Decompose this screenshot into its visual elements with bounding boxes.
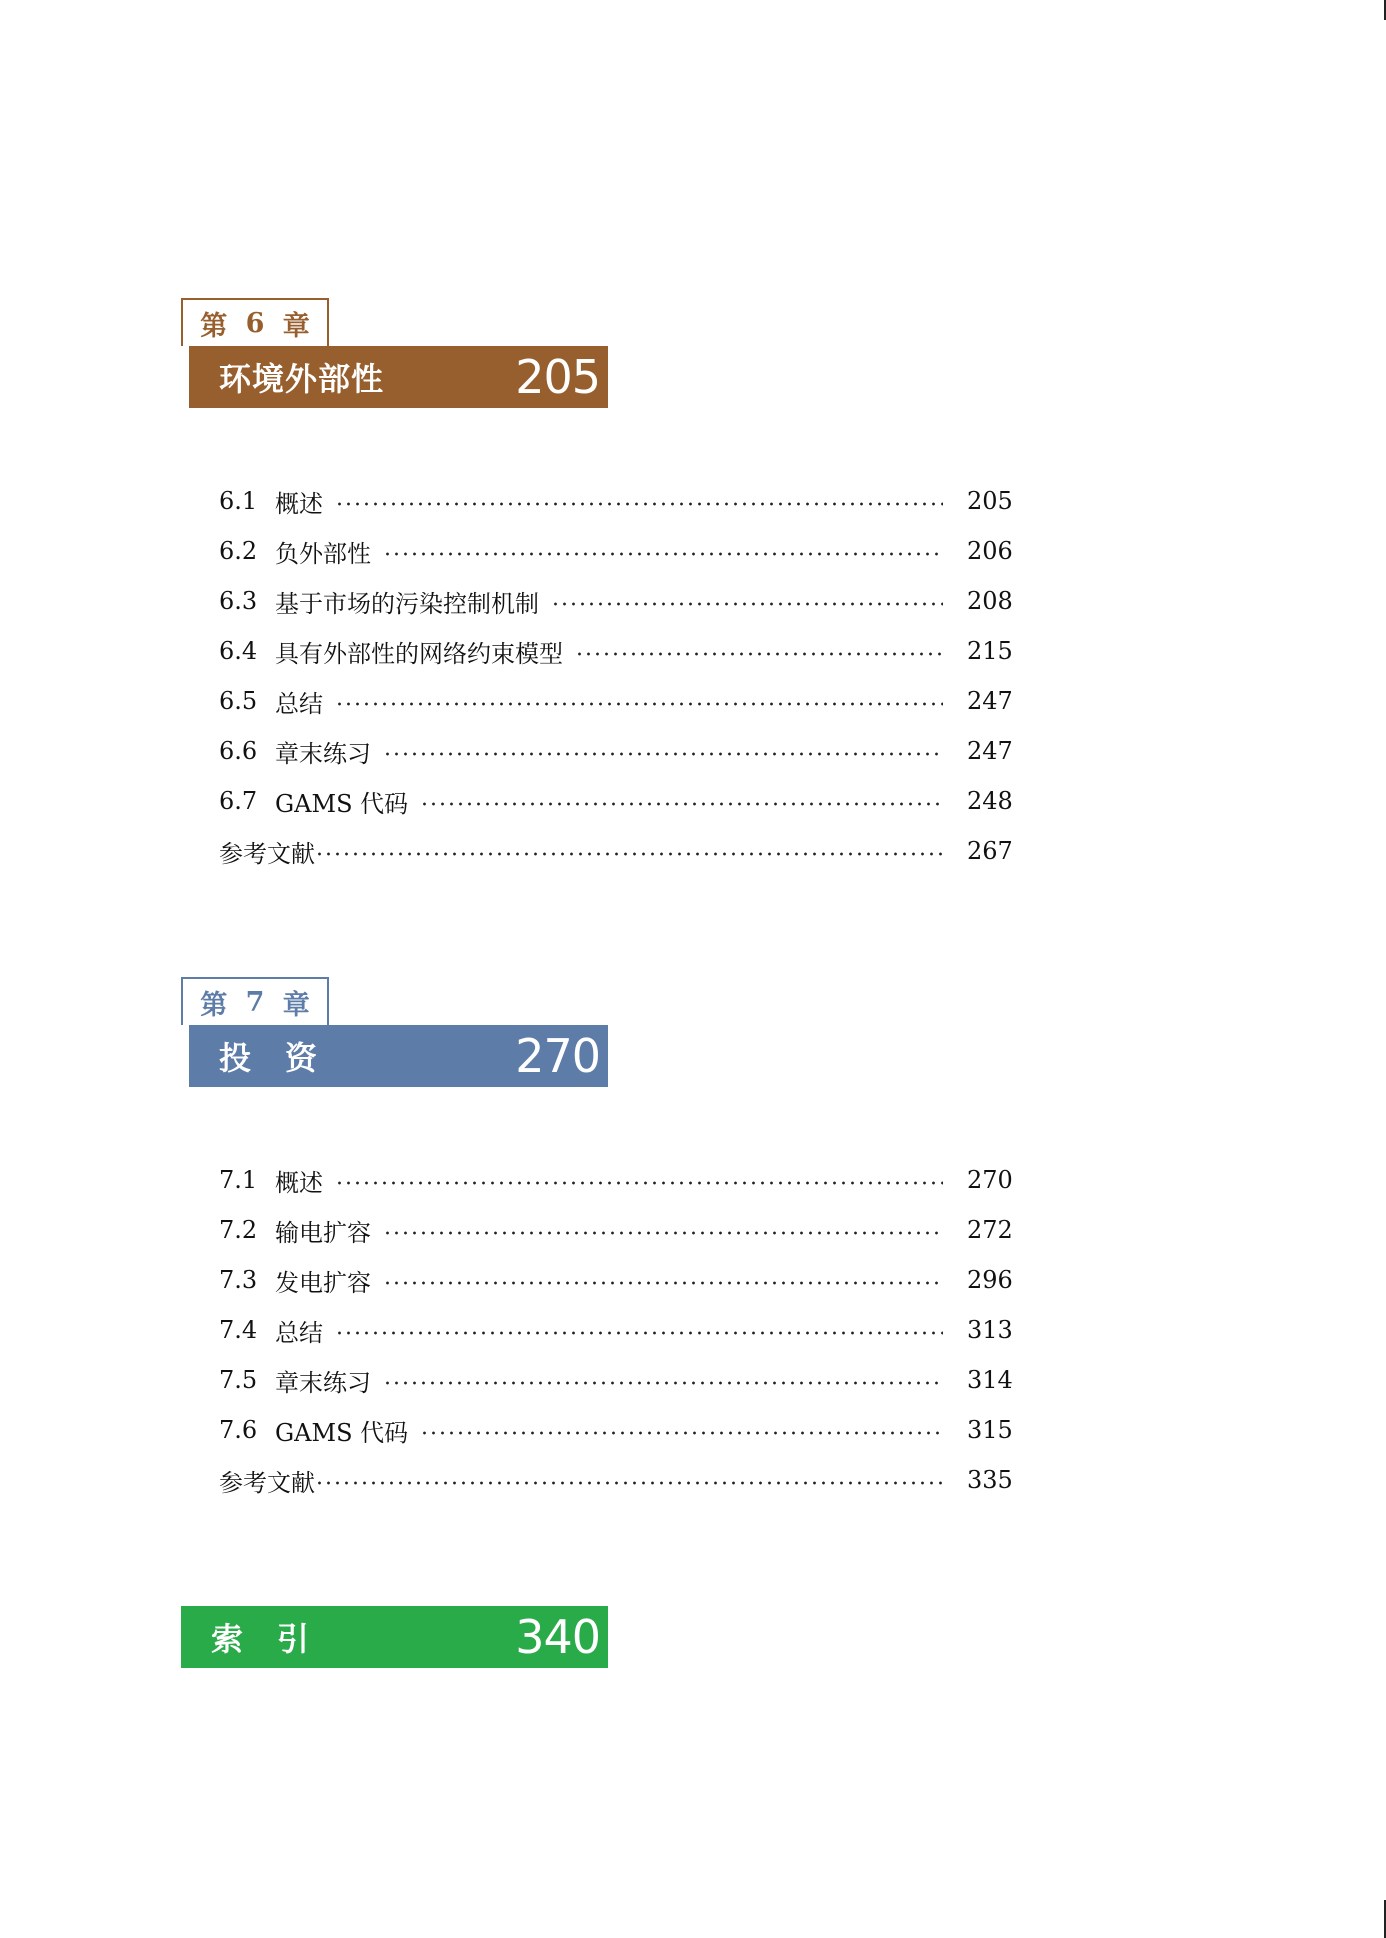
dot-leader	[383, 1231, 943, 1235]
chapter-title-bar[interactable]	[189, 1025, 608, 1087]
toc-references[interactable]	[219, 1455, 1013, 1505]
toc-entry-page: 247	[967, 687, 1013, 715]
chapter-label-prefix: 第	[200, 989, 228, 1021]
dot-leader	[315, 852, 943, 856]
toc-references-page: 335	[967, 1466, 1013, 1494]
chapter-label	[181, 977, 329, 1025]
chapter-number: 7	[245, 986, 265, 1018]
toc-entry-title: 章末练习	[275, 1368, 371, 1397]
dot-leader	[383, 752, 943, 756]
toc-entry-number: 6.5	[219, 687, 258, 715]
chapter-number: 6	[245, 307, 265, 339]
dot-leader	[335, 1331, 943, 1335]
dot-leader	[420, 802, 943, 806]
toc-entry-number: 7.1	[219, 1166, 258, 1194]
toc-entry[interactable]	[219, 626, 1013, 676]
dot-leader	[315, 1481, 943, 1485]
toc-entry-title: 总结	[275, 689, 323, 718]
chapter-7-toc	[219, 1155, 1013, 1505]
toc-entry-title: 负外部性	[275, 539, 371, 568]
toc-references-title: 参考文献	[219, 839, 315, 868]
toc-entry-title: 概述	[275, 489, 323, 518]
chapter-label-suffix: 章	[282, 989, 310, 1021]
index-title: 索 引	[211, 1620, 311, 1658]
toc-entry-page: 313	[967, 1316, 1013, 1344]
toc-entry-page: 206	[967, 537, 1013, 565]
toc-entry-number: 7.4	[219, 1316, 258, 1344]
toc-entry[interactable]	[219, 1405, 1013, 1455]
toc-entry-title: GAMS 代码	[275, 1418, 409, 1447]
toc-entry[interactable]	[219, 676, 1013, 726]
toc-entry-number: 6.6	[219, 737, 258, 765]
dot-leader	[335, 1181, 943, 1185]
chapter-page: 270	[515, 1029, 600, 1083]
chapter-page: 205	[515, 350, 600, 404]
index-page: 340	[515, 1610, 600, 1664]
toc-entry-number: 6.2	[219, 537, 258, 565]
toc-entry-page: 205	[967, 487, 1013, 515]
dot-leader	[335, 502, 943, 506]
toc-entry-title: 总结	[275, 1318, 323, 1347]
toc-entry-number: 6.1	[219, 487, 258, 515]
toc-entry-number: 7.6	[219, 1416, 258, 1444]
toc-entry-title: 输电扩容	[275, 1218, 371, 1247]
toc-entry-page: 296	[967, 1266, 1013, 1294]
toc-references-page: 267	[967, 837, 1013, 865]
toc-entry-page: 314	[967, 1366, 1013, 1394]
toc-entry-number: 6.3	[219, 587, 258, 615]
index-title-bar[interactable]	[181, 1606, 608, 1668]
toc-references[interactable]	[219, 826, 1013, 876]
toc-entry-number: 7.2	[219, 1216, 258, 1244]
toc-entry[interactable]	[219, 1155, 1013, 1205]
toc-entry-number: 7.3	[219, 1266, 258, 1294]
toc-entry-page: 208	[967, 587, 1013, 615]
toc-entry[interactable]	[219, 1305, 1013, 1355]
chapter-label-prefix: 第	[200, 310, 228, 342]
toc-references-title: 参考文献	[219, 1468, 315, 1497]
toc-entry-page: 315	[967, 1416, 1013, 1444]
toc-entry[interactable]	[219, 726, 1013, 776]
toc-entry-number: 7.5	[219, 1366, 258, 1394]
chapter-title-bar[interactable]	[189, 346, 608, 408]
dot-leader	[551, 602, 943, 606]
toc-entry-title: GAMS 代码	[275, 789, 409, 818]
dot-leader	[383, 1381, 943, 1385]
toc-entry[interactable]	[219, 1255, 1013, 1305]
toc-entry-title: 基于市场的污染控制机制	[275, 589, 539, 618]
chapter-label-suffix: 章	[282, 310, 310, 342]
dot-leader	[383, 552, 943, 556]
toc-entry[interactable]	[219, 526, 1013, 576]
chapter-title: 环境外部性	[219, 360, 385, 398]
toc-entry-page: 215	[967, 637, 1013, 665]
dot-leader	[420, 1431, 943, 1435]
toc-entry-title: 概述	[275, 1168, 323, 1197]
chapter-title: 投 资	[219, 1039, 319, 1077]
toc-entry-page: 270	[967, 1166, 1013, 1194]
chapter-label	[181, 298, 329, 346]
toc-entry-page: 247	[967, 737, 1013, 765]
dot-leader	[383, 1281, 943, 1285]
toc-entry[interactable]	[219, 1205, 1013, 1255]
toc-entry-page: 272	[967, 1216, 1013, 1244]
dot-leader	[575, 652, 943, 656]
toc-entry-number: 6.4	[219, 637, 258, 665]
toc-entry-title: 章末练习	[275, 739, 371, 768]
dot-leader	[335, 702, 943, 706]
toc-entry[interactable]	[219, 476, 1013, 526]
toc-entry[interactable]	[219, 1355, 1013, 1405]
toc-entry-number: 6.7	[219, 787, 258, 815]
toc-entry[interactable]	[219, 576, 1013, 626]
toc-entry-title: 发电扩容	[275, 1268, 371, 1297]
toc-entry-page: 248	[967, 787, 1013, 815]
chapter-6-toc	[219, 476, 1013, 876]
toc-entry-title: 具有外部性的网络约束模型	[275, 639, 563, 668]
toc-entry[interactable]	[219, 776, 1013, 826]
